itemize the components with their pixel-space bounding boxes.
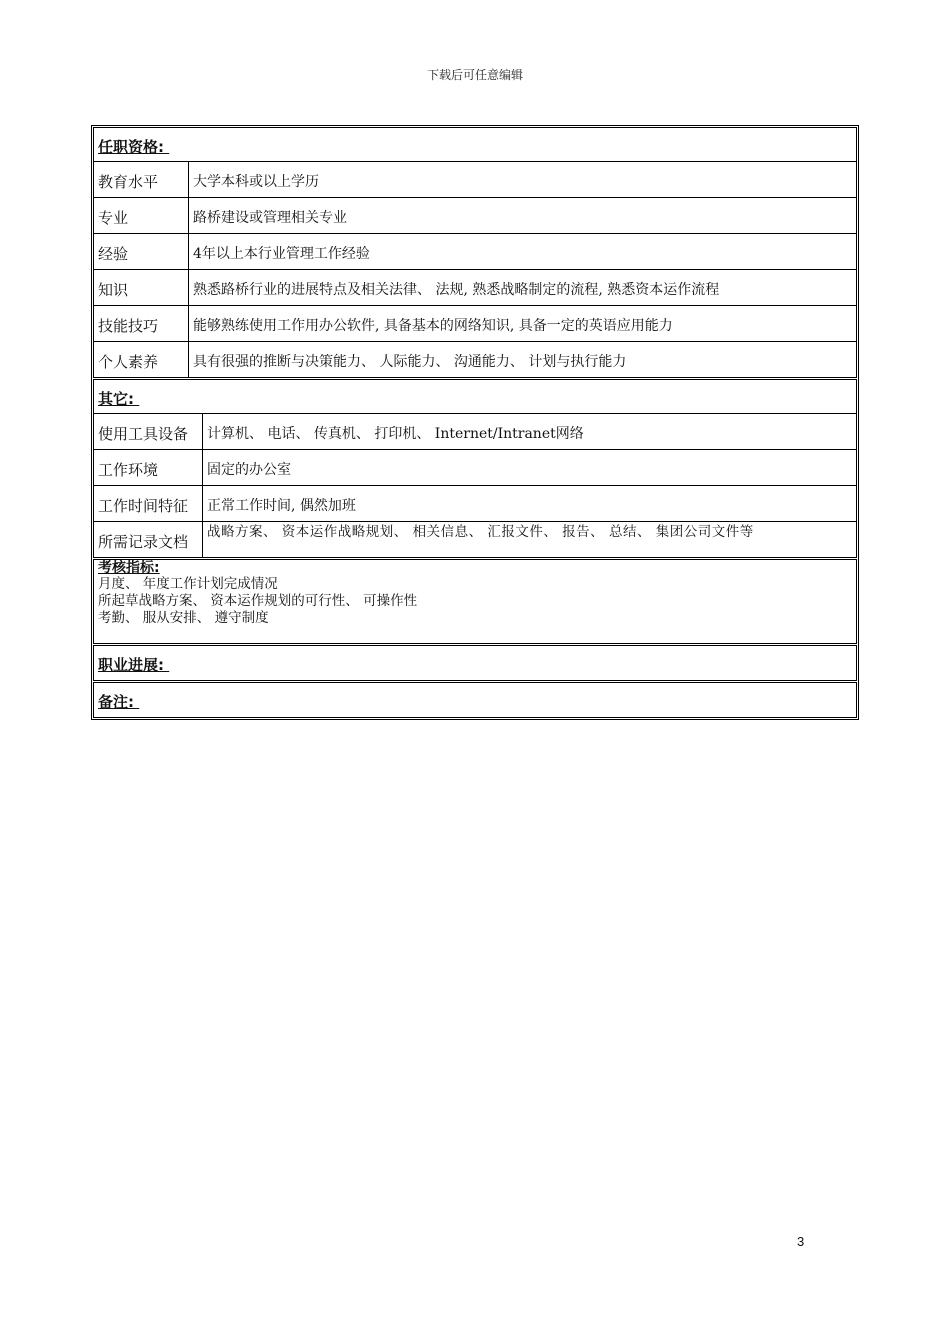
row-value-skills: 能够熟练使用工作用办公软件, 具备基本的网络知识, 具备一定的英语应用能力 bbox=[193, 318, 673, 334]
row-value-personal-quality: 具有很强的推断与决策能力、 人际能力、 沟通能力、 计划与执行能力 bbox=[193, 354, 627, 370]
other-title: 其它: bbox=[98, 390, 140, 408]
row-label-personal-quality: 个人素养 bbox=[94, 342, 189, 377]
row-value-documents: 战略方案、 资本运作战略规划、 相关信息、 汇报文件、 报告、 总结、 集团公司文件等 bbox=[207, 524, 754, 540]
row-label-skills: 技能技巧 bbox=[94, 306, 189, 341]
row-label-major: 专业 bbox=[94, 198, 189, 233]
row-label-work-hours: 工作时间特征 bbox=[94, 486, 203, 521]
qualifications-section bbox=[93, 127, 857, 378]
qualifications-title: 任职资格: bbox=[98, 138, 170, 156]
row-label-tools: 使用工具设备 bbox=[94, 414, 203, 449]
header-note: 下载后可任意编辑 bbox=[426, 68, 523, 82]
row-label-documents: 所需记录文档 bbox=[94, 522, 203, 557]
row-label-knowledge: 知识 bbox=[94, 270, 189, 305]
remarks-title: 备注: bbox=[98, 693, 140, 711]
row-value-major: 路桥建设或管理相关专业 bbox=[193, 210, 347, 226]
table-row bbox=[94, 449, 856, 485]
row-value-work-hours: 正常工作时间, 偶然加班 bbox=[207, 498, 356, 514]
table-row bbox=[94, 341, 856, 377]
table-row bbox=[94, 197, 856, 233]
table-row bbox=[94, 233, 856, 269]
assessment-title: 考核指标: bbox=[98, 560, 160, 576]
table-row bbox=[94, 305, 856, 341]
row-label-experience: 经验 bbox=[94, 234, 189, 269]
row-value-environment: 固定的办公室 bbox=[207, 462, 291, 478]
career-title: 职业进展: bbox=[98, 656, 170, 674]
table-row bbox=[94, 521, 856, 557]
table-row bbox=[94, 269, 856, 305]
assessment-line: 所起草战略方案、 资本运作规划的可行性、 可操作性 bbox=[98, 593, 418, 609]
table-row bbox=[94, 161, 856, 197]
page-number: 3 bbox=[797, 1234, 805, 1249]
table-row bbox=[94, 485, 856, 521]
assessment-line: 月度、 年度工作计划完成情况 bbox=[98, 576, 278, 592]
row-value-tools: 计算机、 电话、 传真机、 打印机、 Internet/Intranet网络 bbox=[207, 426, 584, 442]
row-value-knowledge: 熟悉路桥行业的进展特点及相关法律、 法规, 熟悉战略制定的流程, 熟悉资本运作流程 bbox=[193, 282, 720, 298]
assessment-line: 考勤、 服从安排、 遵守制度 bbox=[98, 610, 269, 626]
job-qualification-form bbox=[91, 125, 859, 720]
table-row bbox=[94, 413, 856, 449]
row-label-education: 教育水平 bbox=[94, 162, 189, 197]
assessment-section bbox=[93, 559, 857, 644]
career-section bbox=[93, 645, 857, 681]
other-section bbox=[93, 379, 857, 558]
row-label-environment: 工作环境 bbox=[94, 450, 203, 485]
remarks-section bbox=[93, 682, 857, 718]
row-value-education: 大学本科或以上学历 bbox=[193, 174, 319, 190]
row-value-experience: 4年以上本行业管理工作经验 bbox=[193, 246, 370, 262]
